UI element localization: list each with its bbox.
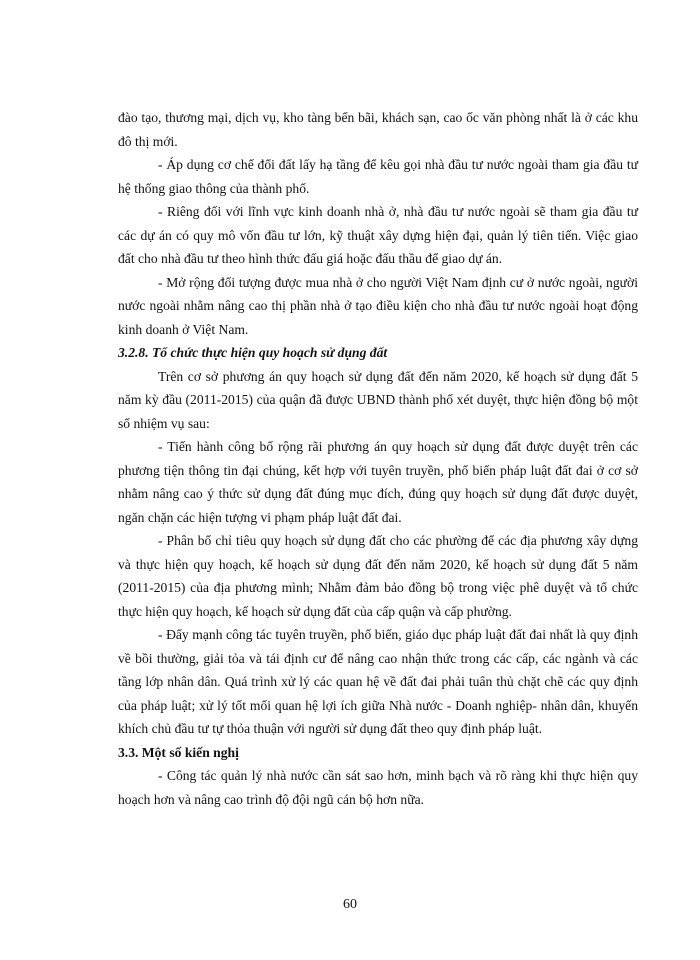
paragraph-housing-investment: - Riêng đối với lĩnh vực kinh doanh nhà ở, nhà đầu tư nước ngoài sẽ tham gia đầu tư các dự án có quy mô vốn đầu tư lớn, kỹ thuật xây dựng hiện đại, quản lý tiên tiến. Việc giao đất cho nhà đầu tư theo hình thức đấu giá hoặc đấu thầu để giao dự án. xyxy=(118,204,638,266)
section-3-3-heading: 3.3. Một số kiến nghị xyxy=(118,744,239,760)
paragraph-continuation: đào tạo, thương mại, dịch vụ, kho tàng bến bãi, khách sạn, cao ốc văn phòng nhất là ở các khu đô thị mới. xyxy=(118,110,638,149)
paragraph-land-swap: - Áp dụng cơ chế đổi đất lấy hạ tầng để kêu gọi nhà đầu tư nước ngoài tham gia đầu tư hệ thống giao thông của thành phố. xyxy=(118,157,638,196)
paragraph-328-allocate: - Phân bổ chỉ tiêu quy hoạch sử dụng đất cho các phường để các địa phương xây dựng và thực hiện quy hoạch, kế hoạch sử dụng đất đến năm 2020, kế hoạch sử dụng đất 5 năm (2011-2015) của địa phương mình; Nhằm đảm bảo đồng bộ trong việc phê duyệt và tổ chức thực hiện quy hoạch, kế hoạch sử dụng đất của cấp quận và cấp phường. xyxy=(118,533,638,619)
page-number: 60 xyxy=(343,897,357,912)
paragraph-328-publish: - Tiến hành công bố rộng rãi phương án quy hoạch sử dụng đất được duyệt trên các phương tiện thông tin đại chúng, kết hợp với tuyên truyền, phổ biến pháp luật đất đai ở cơ sở nhằm nâng cao ý thức sử dụng đất đúng mục đích, đúng quy hoạch sử dụng đất được duyệt, ngăn chặn các hiện tượng vi phạm pháp luật đất đai. xyxy=(118,439,638,525)
paragraph-328-intro: Trên cơ sở phương án quy hoạch sử dụng đất đến năm 2020, kế hoạch sử dụng đất 5 năm kỳ đầu (2011-2015) của quận đã được UBND thành phố xét duyệt, thực hiện đồng bộ một số nhiệm vụ sau: xyxy=(118,368,638,431)
paragraph-33-recommendation: - Công tác quản lý nhà nước cần sát sao hơn, minh bạch và rõ ràng khi thực hiện quy hoạch hơn và nâng cao trình độ đội ngũ cán bộ hơn nữa. xyxy=(118,768,638,807)
paragraph-328-promote: - Đẩy mạnh công tác tuyên truyền, phổ biến, giáo dục pháp luật đất đai nhất là quy định về bồi thường, giải tỏa và tái định cư để nâng cao nhận thức trong các cấp, các ngành và các tầng lớp nhân dân. Quá trình xử lý các quan hệ về đất đai phải tuân thủ chặt chẽ các quy định của pháp luật; xử lý tốt mối quan hệ lợi ích giữa Nhà nước - Doanh nghiệp- nhân dân, khuyến khích chủ đầu tư tự thỏa thuận với người sử dụng đất theo quy định pháp luật. xyxy=(118,627,638,736)
paragraph-expand-buyers: - Mở rộng đối tượng được mua nhà ở cho người Việt Nam định cư ở nước ngoài, người nước ngoài nhằm nâng cao thị phần nhà ở tạo điều kiện cho nhà đầu tư nước ngoài hoạt động kinh doanh ở Việt Nam. xyxy=(118,274,638,337)
section-3-2-8-heading: 3.2.8. Tổ chức thực hiện quy hoạch sử dụng đất xyxy=(118,345,388,360)
page-body xyxy=(118,106,638,811)
